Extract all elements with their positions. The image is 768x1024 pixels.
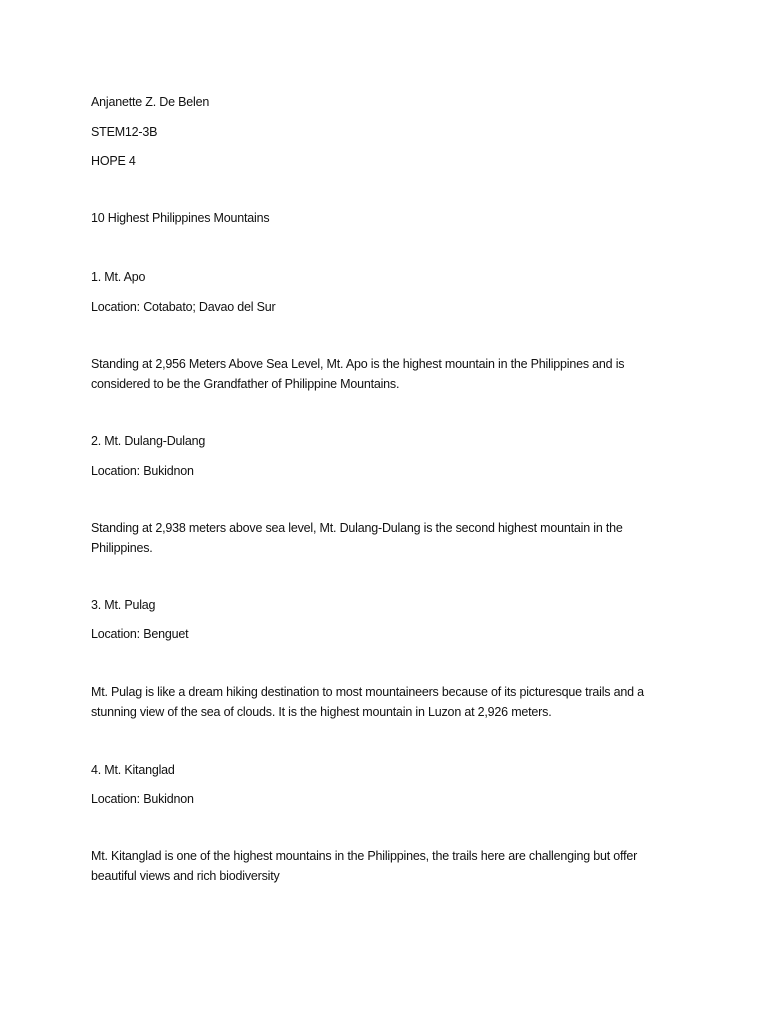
subject-label: HOPE 4 xyxy=(91,154,136,168)
mountain-location: Location: Cotabato; Davao del Sur xyxy=(91,300,276,314)
mountain-description: Mt. Kitanglad is one of the highest mountains in the Philippines, the trails here are challenging but offer beautiful views and rich biodiversity xyxy=(91,849,638,883)
mountain-location: Location: Benguet xyxy=(91,627,189,641)
mountain-description: Mt. Pulag is like a dream hiking destination to most mountaineers because of its picturesque trails and a stunning view of the sea of clouds. It is the highest mountain in Luzon at 2,926 meters. xyxy=(91,685,644,719)
mountain-heading: 1. Mt. Apo xyxy=(91,270,146,284)
mountain-heading: 2. Mt. Dulang-Dulang xyxy=(91,434,206,448)
mountain-heading: 4. Mt. Kitanglad xyxy=(91,763,175,777)
mountain-description: Standing at 2,956 Meters Above Sea Level, Mt. Apo is the highest mountain in the Philippines and is considered to be the Grandfather of Philippine Mountains. xyxy=(91,357,625,391)
mountain-description: Standing at 2,938 meters above sea level, Mt. Dulang-Dulang is the second highest mountain in the Philippines. xyxy=(91,521,623,555)
document-title: 10 Highest Philippines Mountains xyxy=(91,211,270,225)
mountain-location: Location: Bukidnon xyxy=(91,792,194,806)
class-section: STEM12-3B xyxy=(91,125,158,139)
mountain-location: Location: Bukidnon xyxy=(91,464,194,478)
author-name: Anjanette Z. De Belen xyxy=(91,95,210,109)
mountain-heading: 3. Mt. Pulag xyxy=(91,598,156,612)
